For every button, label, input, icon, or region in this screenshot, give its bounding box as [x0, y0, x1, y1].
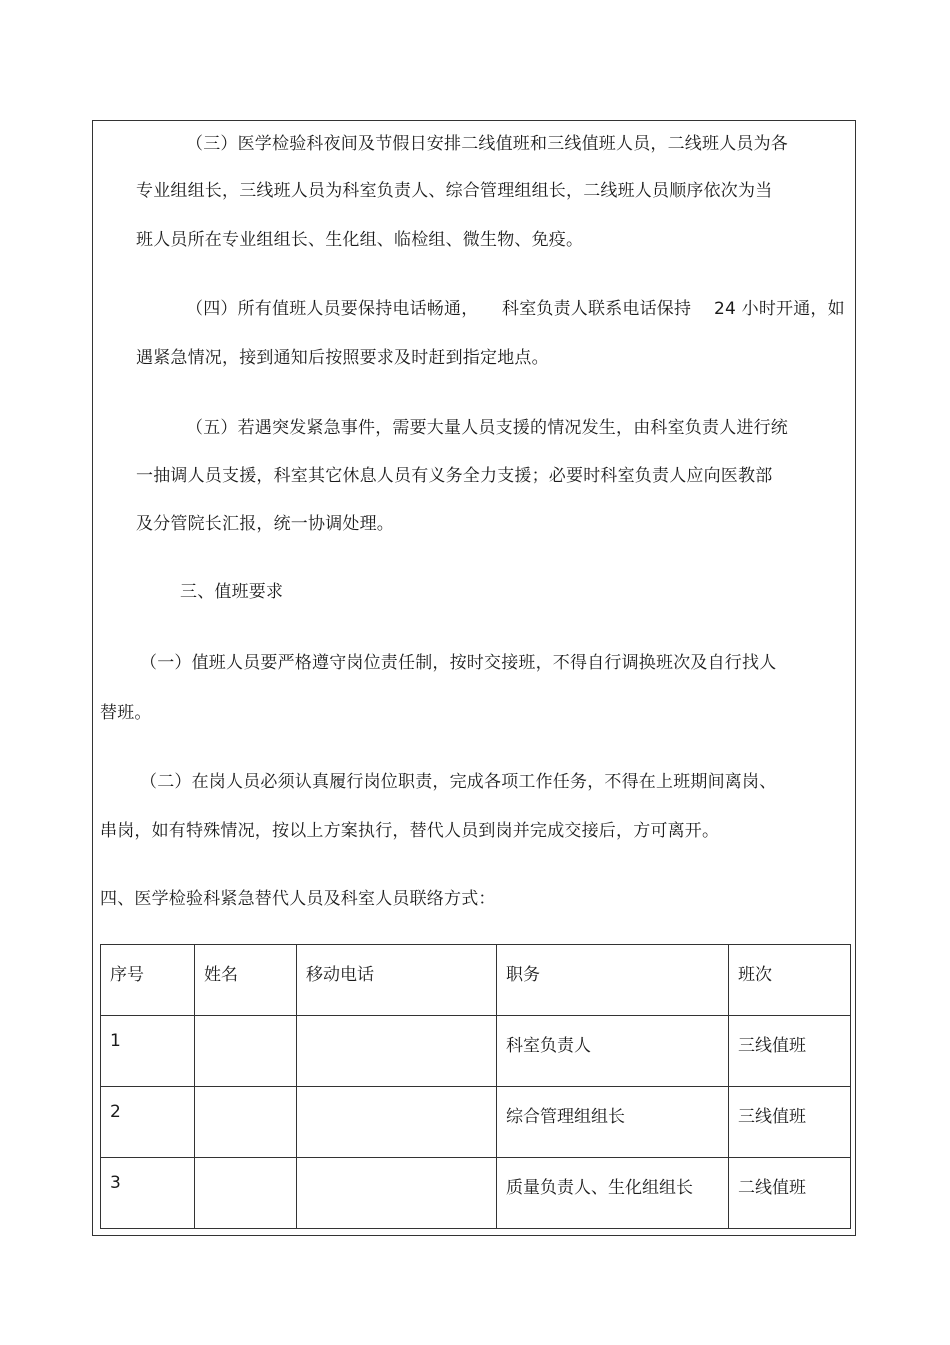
table-row	[101, 1158, 851, 1229]
item4-line-1c: 24 小时开通，如	[714, 299, 845, 319]
cell-name	[195, 1087, 297, 1158]
item5-line-2: 一抽调人员支援，科室其它休息人员有义务全力支援；必要时科室负责人应向医教部	[136, 466, 773, 486]
header-shift: 班次	[729, 945, 851, 1016]
item3-line-3: 班人员所在专业组组长、生化组、临检组、微生物、免疫。	[136, 230, 584, 250]
table-row	[101, 1087, 851, 1158]
cell-position: 综合管理组组长	[497, 1087, 729, 1158]
header-name: 姓名	[195, 945, 297, 1016]
section4-heading: 四、医学检验科紧急替代人员及科室人员联络方式：	[100, 889, 496, 909]
item3-line-1: （三）医学检验科夜间及节假日安排二线值班和三线值班人员，二线班人员为各	[186, 134, 788, 154]
item5-line-3: 及分管院长汇报，统一协调处理。	[136, 514, 394, 534]
cell-mobile	[297, 1016, 497, 1087]
cell-mobile	[297, 1087, 497, 1158]
table-row	[101, 1016, 851, 1087]
contact-table	[100, 944, 851, 1229]
cell-index: 3	[101, 1158, 195, 1229]
duty-item1-line-1: （一）值班人员要严格遵守岗位责任制，按时交接班，不得自行调换班次及自行找人	[140, 653, 777, 673]
item4-line-1a: （四）所有值班人员要保持电话畅通，	[186, 299, 479, 319]
section3-heading: 三、值班要求	[180, 582, 284, 602]
item4-line-2: 遇紧急情况，接到通知后按照要求及时赶到指定地点。	[136, 348, 549, 368]
duty-item2-line-2: 串岗，如有特殊情况，按以上方案执行，替代人员到岗并完成交接后，方可离开。	[100, 821, 720, 841]
cell-position: 科室负责人	[497, 1016, 729, 1087]
cell-shift: 三线值班	[729, 1087, 851, 1158]
header-position: 职务	[497, 945, 729, 1016]
item3-line-2: 专业组组长，三线班人员为科室负责人、综合管理组组长，二线班人员顺序依次为当	[136, 181, 773, 201]
item4-line-1b: 科室负责人联系电话保持	[502, 299, 692, 319]
cell-mobile	[297, 1158, 497, 1229]
cell-shift: 三线值班	[729, 1016, 851, 1087]
duty-item2-line-1: （二）在岗人员必须认真履行岗位职责，完成各项工作任务，不得在上班期间离岗、	[140, 772, 777, 792]
cell-name	[195, 1016, 297, 1087]
header-index: 序号	[101, 945, 195, 1016]
cell-index: 2	[101, 1087, 195, 1158]
header-mobile: 移动电话	[297, 945, 497, 1016]
cell-position: 质量负责人、生化组组长	[497, 1158, 729, 1229]
table-header-row	[101, 945, 851, 1016]
cell-index: 1	[101, 1016, 195, 1087]
cell-shift: 二线值班	[729, 1158, 851, 1229]
cell-name	[195, 1158, 297, 1229]
item5-line-1: （五）若遇突发紧急事件，需要大量人员支援的情况发生，由科室负责人进行统	[186, 418, 788, 438]
duty-item1-line-2: 替班。	[100, 703, 152, 723]
